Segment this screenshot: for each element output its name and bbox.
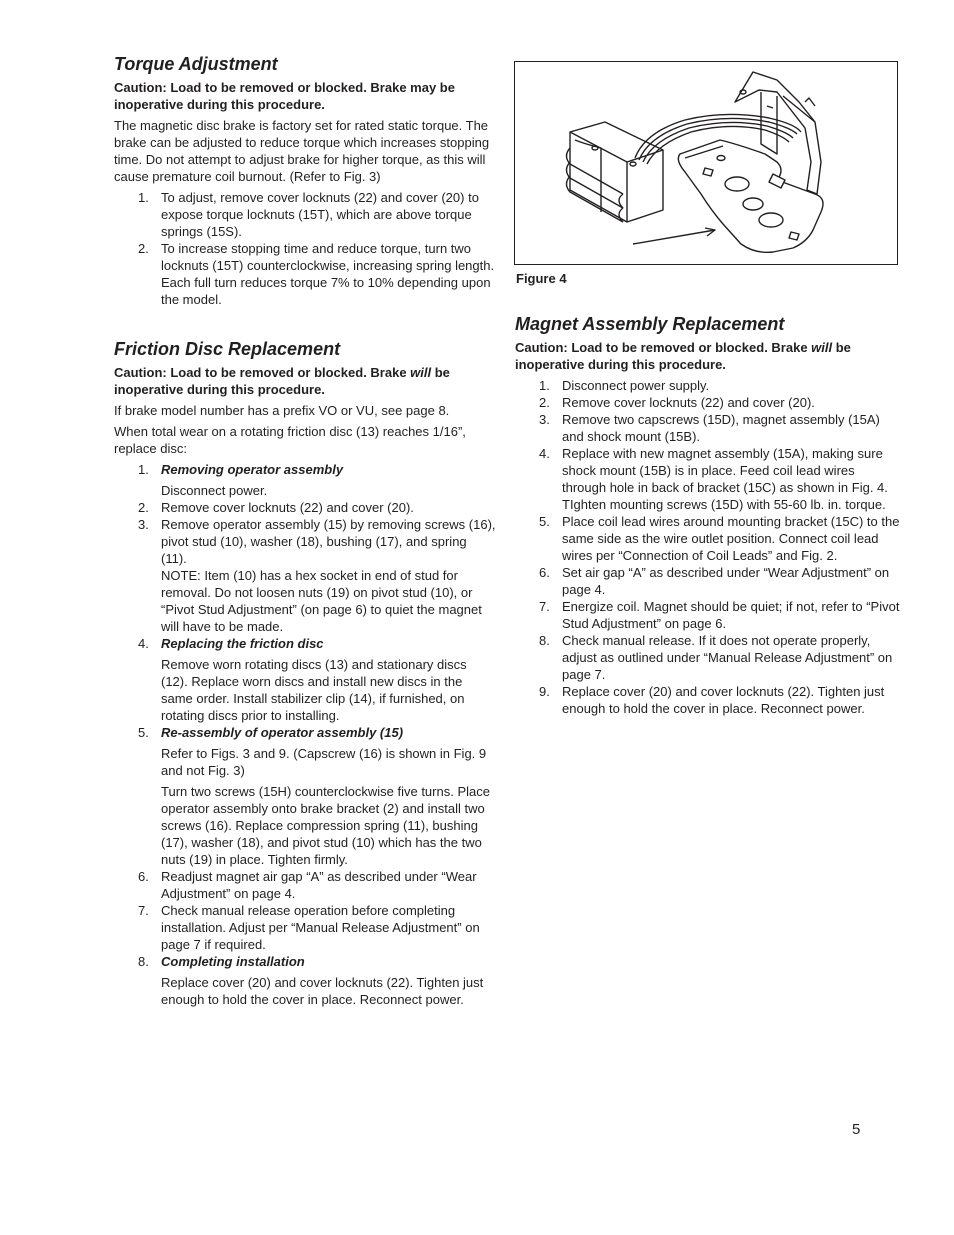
- caution-text-b: be inoperative during this procedure.: [114, 365, 450, 397]
- step-text: Remove cover locknuts (22) and cover (20).: [161, 500, 414, 515]
- torque-heading: Torque Adjustment: [114, 54, 278, 74]
- magnet-section: [515, 313, 900, 717]
- step-text: Readjust magnet air gap “A” as described under “Wear Adjustment” on page 4.: [161, 869, 477, 901]
- friction-step: [114, 461, 496, 499]
- magnet-step: [515, 683, 900, 717]
- step-number: 1.: [138, 190, 149, 205]
- magnet-step: [515, 632, 900, 683]
- step-text: Turn two screws (15H) counterclockwise five turns. Place operator assembly onto brake bracket (2) and install two screws (16). Replace compression spring (11), bushing (17), washer (18), and pivot stud (10) which has the two nuts (19) in place. Tighten firmly.: [161, 784, 490, 867]
- step-text: Remove worn rotating discs (13) and stationary discs (12). Replace worn discs and install new discs in the same order. Install stabilizer clip (14), if furnished, on rotating discs prior to installing.: [161, 657, 467, 723]
- step-number: 9.: [539, 684, 550, 699]
- magnet-step: [515, 513, 900, 564]
- torque-intro: The magnetic disc brake is factory set for rated static torque. The brake can be adjusted to reduce torque which increases stopping time. Do not attempt to adjust brake for higher torque, as this will cause premature coil burnout. (Refer to Fig. 3): [114, 118, 490, 184]
- torque-caution: Caution: Load to be removed or blocked. Brake may be inoperative during this procedure.: [114, 80, 455, 112]
- step-number: 1.: [539, 378, 550, 393]
- step-text: Replace cover (20) and cover locknuts (22). Tighten just enough to hold the cover in place. Reconnect power.: [161, 975, 484, 1007]
- step-text: Set air gap “A” as described under “Wear Adjustment” on page 4.: [562, 565, 890, 597]
- magnet-step: [515, 394, 900, 411]
- magnet-caution: [515, 339, 900, 373]
- step-text: Replace cover (20) and cover locknuts (22). Tighten just enough to hold the cover in place. Reconnect power.: [562, 684, 885, 716]
- step-text: Replace with new magnet assembly (15A), making sure shock mount (15B) is in place. Feed coil lead wires through hole in back of bracket (15C) as shown in Fig. 4. TIghten mounting screws (15D) with 55-60 lb. in. torque.: [562, 446, 888, 512]
- friction-heading: Friction Disc Replacement: [114, 339, 341, 359]
- friction-step: [114, 516, 496, 635]
- step-number: 7.: [138, 903, 149, 918]
- magnet-steps: [515, 377, 900, 717]
- step-number: 5.: [539, 514, 550, 529]
- step-text: Check manual release. If it does not operate properly, adjust as outlined under “Manual Release Adjustment” on page 7.: [562, 633, 893, 682]
- caution-emphasis: will: [811, 340, 833, 355]
- step-number: 5.: [138, 725, 149, 740]
- friction-step: [114, 902, 496, 953]
- step-text: Remove two capscrews (15D), magnet assembly (15A) and shock mount (15B).: [562, 412, 880, 444]
- torque-section: [114, 53, 496, 308]
- step-subheading: Replacing the friction disc: [161, 636, 324, 651]
- friction-step: [114, 499, 496, 516]
- prefix-note: If brake model number has a prefix VO or VU, see page 8.: [114, 403, 450, 418]
- step-note: NOTE: Item (10) has a hex socket in end of stud for removal. Do not loosen nuts (19) on pivot stud (10), or “Pivot Stud Adjustment” (on page 6) to quiet the magnet will have to be made.: [161, 568, 482, 634]
- magnet-step: [515, 411, 900, 445]
- step-number: 2.: [539, 395, 550, 410]
- torque-steps: [114, 189, 496, 308]
- page-number: 5: [852, 1121, 861, 1138]
- torque-step: [114, 189, 496, 240]
- magnet-step: [515, 598, 900, 632]
- step-number: 6.: [138, 869, 149, 884]
- step-number: 8.: [138, 954, 149, 969]
- step-text: To adjust, remove cover locknuts (22) and cover (20) to expose torque locknuts (15T), which are above torque springs (15S).: [161, 190, 479, 239]
- caution-text-a: Caution: Load to be removed or blocked. Brake: [114, 365, 411, 380]
- step-number: 3.: [138, 517, 149, 532]
- friction-caution: [114, 364, 496, 398]
- step-text: Remove cover locknuts (22) and cover (20).: [562, 395, 815, 410]
- step-text: Remove operator assembly (15) by removing screws (16), pivot stud (10), washer (18), bushing (17), and spring (11).: [161, 517, 496, 566]
- step-number: 1.: [138, 462, 149, 477]
- magnet-step: [515, 564, 900, 598]
- friction-section: [114, 338, 496, 1008]
- friction-step: [114, 868, 496, 902]
- step-subheading: Re-assembly of operator assembly (15): [161, 725, 404, 740]
- step-text: Disconnect power.: [161, 483, 268, 498]
- caution-emphasis: will: [410, 365, 432, 380]
- step-number: 4.: [138, 636, 149, 651]
- step-text: To increase stopping time and reduce torque, turn two locknuts (15T) counterclockwise, increasing spring length. Each full turn reduces torque 7% to 10% depending upon the model.: [161, 241, 495, 307]
- step-number: 6.: [539, 565, 550, 580]
- step-text: Energize coil. Magnet should be quiet; if not, refer to “Pivot Stud Adjustment” on page 6.: [562, 599, 900, 631]
- magnet-step: [515, 377, 900, 394]
- step-number: 3.: [539, 412, 550, 427]
- step-text: Check manual release operation before completing installation. Adjust per “Manual Release Adjustment” on page 7 if required.: [161, 903, 480, 952]
- step-number: 2.: [138, 500, 149, 515]
- step-text: Disconnect power supply.: [562, 378, 710, 393]
- friction-step: [114, 953, 496, 1008]
- step-text: Place coil lead wires around mounting bracket (15C) to the same side as the wire outlet position. Connect coil lead wires per “Connection of Coil Leads” and Fig. 2.: [562, 514, 900, 563]
- figure-caption: Figure 4: [516, 271, 567, 286]
- step-number: 4.: [539, 446, 550, 461]
- magnet-heading: Magnet Assembly Replacement: [515, 314, 785, 334]
- magnet-bracket-drawing: [515, 62, 897, 264]
- caution-text-a: Caution: Load to be removed or blocked. Brake: [515, 340, 812, 355]
- caution-text-b: be inoperative during this procedure.: [515, 340, 851, 372]
- step-number: 8.: [539, 633, 550, 648]
- torque-step: [114, 240, 496, 308]
- step-subheading: Removing operator assembly: [161, 462, 344, 477]
- wear-note: When total wear on a rotating friction disc (13) reaches 1/16”, replace disc:: [114, 424, 466, 456]
- step-number: 7.: [539, 599, 550, 614]
- friction-steps: [114, 461, 496, 1008]
- figure-4-illustration: [514, 61, 898, 265]
- friction-step: [114, 724, 496, 868]
- step-subheading: Completing installation: [161, 954, 305, 969]
- step-text: Refer to Figs. 3 and 9. (Capscrew (16) is shown in Fig. 9 and not Fig. 3): [161, 746, 487, 778]
- friction-step: [114, 635, 496, 724]
- step-number: 2.: [138, 241, 149, 256]
- magnet-step: [515, 445, 900, 513]
